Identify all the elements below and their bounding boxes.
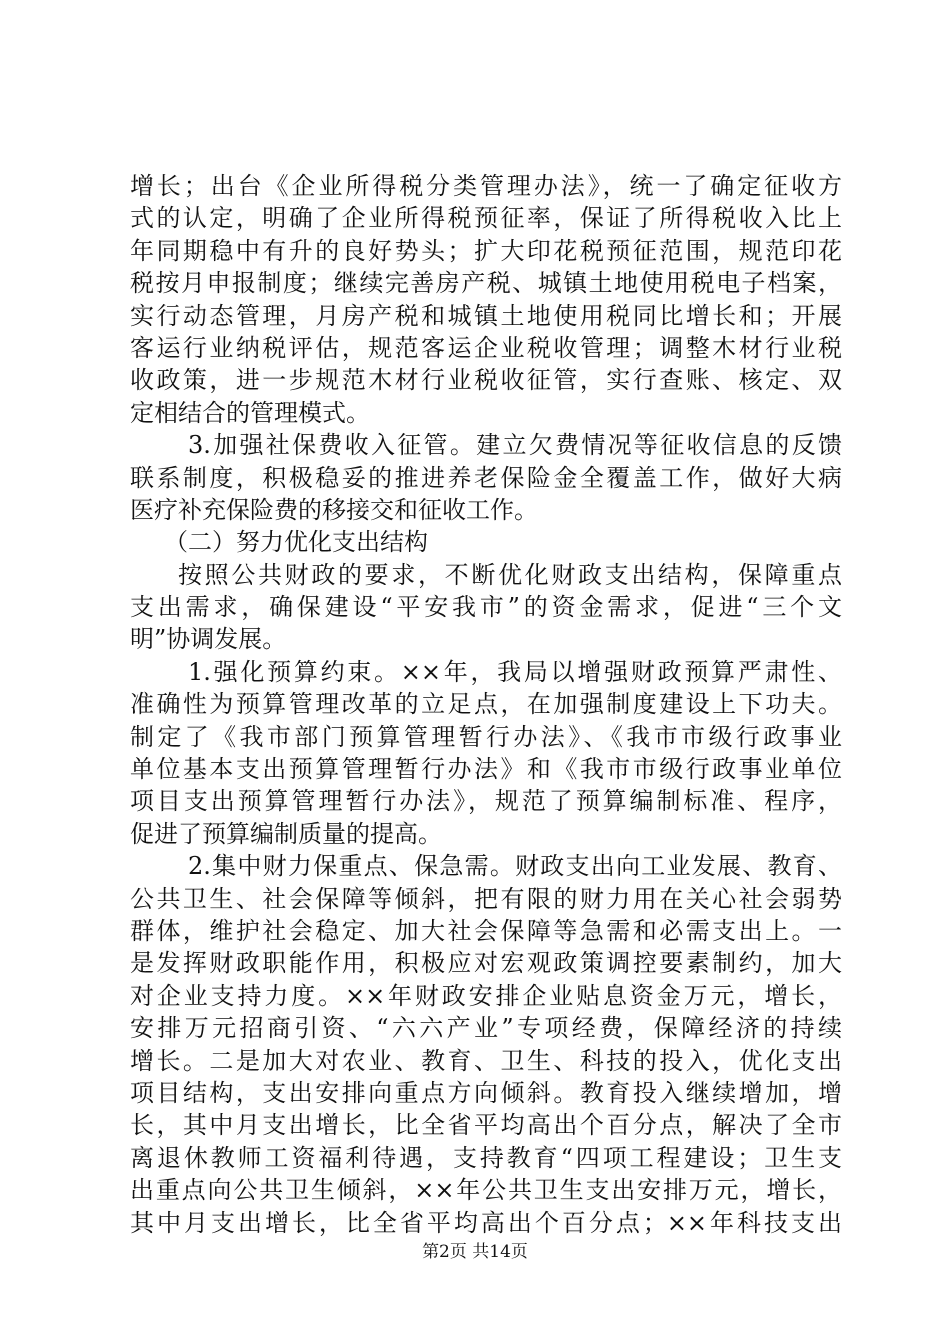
- text-line: 2.集中财力保重点、保急需。财政支出向工业发展、教育、: [188, 852, 842, 881]
- text-line: 增长。二是加大对农业、教育、卫生、科技的投入，优化支出: [130, 1046, 842, 1075]
- text-line: 出重点向公共卫生倾斜，××年公共卫生支出安排万元，增长，: [130, 1176, 842, 1205]
- text-line: 项目结构，支出安排向重点方向倾斜。教育投入继续增加，增: [130, 1078, 842, 1107]
- text-line: 1.强化预算约束。××年，我局以增强财政预算严肃性、: [188, 657, 842, 686]
- text-line: 联系制度，积极稳妥的推进养老保险金全覆盖工作，做好大病: [130, 463, 842, 492]
- text-line: 明”协调发展。: [130, 625, 287, 654]
- document-body: [130, 170, 842, 1239]
- text-line: 安排万元招商引资、“六六产业”专项经费，保障经济的持续: [130, 1014, 842, 1043]
- text-line: 准确性为预算管理改革的立足点，在加强制度建设上下功夫。: [130, 690, 842, 719]
- text-line: 制定了《我市部门预算管理暂行办法》、《我市市级行政事业: [130, 722, 842, 751]
- text-line: 医疗补充保险费的移接交和征收工作。: [130, 495, 538, 524]
- text-line: 3.加强社保费收入征管。建立欠费情况等征收信息的反馈: [188, 431, 842, 460]
- text-line: 按照公共财政的要求，不断优化财政支出结构，保障重点: [178, 560, 842, 589]
- text-line: 定相结合的管理模式。: [130, 398, 370, 427]
- text-line: 长，其中月支出增长，比全省平均高出个百分点，解决了全市: [130, 1111, 842, 1140]
- text-line: 公共卫生、社会保障等倾斜，把有限的财力用在关心社会弱势: [130, 884, 842, 913]
- text-line: 群体，维护社会稳定、加大社会保障等急需和必需支出上。一: [130, 916, 842, 945]
- text-line: 促进了预算编制质量的提高。: [130, 819, 442, 848]
- page-number-footer: 第2页 共14页: [422, 1242, 528, 1262]
- text-line: 实行动态管理，月房产税和城镇土地使用税同比增长和；开展: [130, 301, 842, 330]
- text-line: 对企业支持力度。××年财政安排企业贴息资金万元，增长，: [130, 981, 842, 1010]
- text-line: 增长；出台《企业所得税分类管理办法》，统一了确定征收方: [130, 172, 842, 200]
- text-line: 式的认定，明确了企业所得税预征率，保证了所得税收入比上: [130, 204, 842, 233]
- text-line: 其中月支出增长，比全省平均高出个百分点；××年科技支出: [130, 1208, 842, 1237]
- text-line: 单位基本支出预算管理暂行办法》和《我市市级行政事业单位: [130, 755, 842, 784]
- text-line: 客运行业纳税评估，规范客运企业税收管理；调整木材行业税: [130, 333, 842, 362]
- section-heading: （二）努力优化支出结构: [164, 528, 428, 557]
- text-line: 离退休教师工资福利待遇，支持教育“四项工程建设；卫生支: [130, 1143, 842, 1172]
- text-line: 是发挥财政职能作用，积极应对宏观政策调控要素制约，加大: [130, 949, 842, 978]
- text-line: 税按月申报制度；继续完善房产税、城镇土地使用税电子档案，: [130, 269, 842, 298]
- text-line: 年同期稳中有升的良好势头；扩大印花税预征范围，规范印花: [130, 236, 842, 265]
- text-line: 项目支出预算管理暂行办法》，规范了预算编制标准、程序，: [130, 787, 842, 816]
- text-line: 收政策，进一步规范木材行业税收征管，实行查账、核定、双: [130, 366, 842, 395]
- text-line: 支出需求，确保建设“平安我市”的资金需求，促进“三个文: [130, 593, 842, 622]
